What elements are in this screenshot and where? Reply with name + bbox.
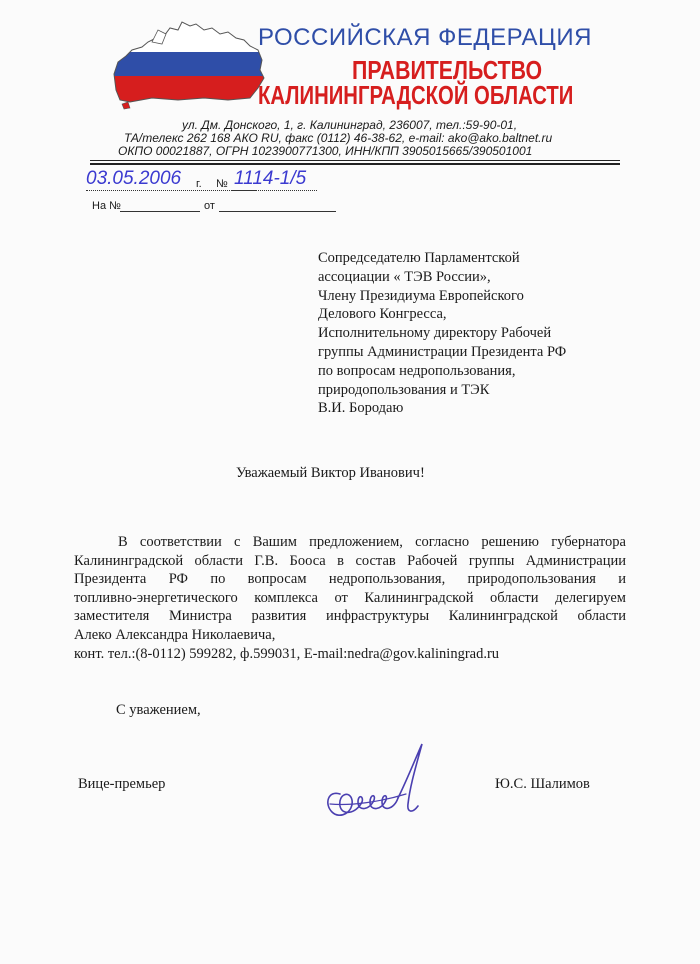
reply-to-date-label: от xyxy=(204,200,215,212)
body-line: В соответствии с Вашим предложением, согласно решению губернатора xyxy=(118,534,626,550)
registration-number: 1114-1/5 xyxy=(234,168,307,189)
addressee-line: Делового Конгресса, xyxy=(318,306,447,323)
registration-date: 03.05.2006 xyxy=(86,168,182,189)
addressee-line: ассоциации « ТЭВ России», xyxy=(318,268,491,285)
addressee-line: природопользования и ТЭК xyxy=(318,381,490,398)
reply-to-number-blank xyxy=(120,211,200,212)
addressee-line: В.И. Бородаю xyxy=(318,400,404,417)
reply-to-number-label: На № xyxy=(92,200,121,212)
addressee-line: Сопредседателю Парламентской xyxy=(318,250,520,266)
closing: С уважением, xyxy=(116,702,201,718)
header-contacts: ТА/телекс 262 168 АКО RU, факс (0112) 46-38-62, e-mail: ako@ako.baltnet.ru xyxy=(124,131,553,145)
header-codes: ОКПО 00021887, ОГРН 1023900771300, ИНН/КПП 3905015665/390501001 xyxy=(118,144,533,158)
handwritten-signature xyxy=(310,732,440,832)
header-address: ул. Дм. Донского, 1, г. Калининград, 236007, тел.:59-90-01, xyxy=(182,118,518,132)
reply-to-date-blank xyxy=(219,211,336,212)
header-federation: РОССИЙСКАЯ ФЕДЕРАЦИЯ xyxy=(258,24,592,51)
header-government-line2: КАЛИНИНГРАДСКОЙ ОБЛАСТИ xyxy=(258,80,574,110)
letter-body xyxy=(74,533,626,663)
registration-date-underline xyxy=(86,190,256,191)
body-line: Алеко Александра Николаевича, xyxy=(74,626,276,643)
russia-map-flag-logo xyxy=(108,12,268,112)
addressee-block xyxy=(318,249,566,418)
registration-number-underline xyxy=(232,190,317,191)
addressee-line: по вопросам недропользования, xyxy=(318,362,516,379)
header-divider-thin xyxy=(90,160,620,161)
body-line-contacts: конт. тел.:(8-0112) 599282, ф.599031, E-mail:nedra@gov.kaliningrad.ru xyxy=(74,645,500,662)
header-government-line1: ПРАВИТЕЛЬСТВО xyxy=(352,55,543,85)
addressee-line: Исполнительному директору Рабочей xyxy=(318,325,552,342)
addressee-line: группы Администрации Президента РФ xyxy=(318,343,567,360)
registration-number-label: № xyxy=(216,178,228,190)
header-divider-thick xyxy=(90,163,620,165)
body-line: Калининградской области Г.В. Бооса в состав Рабочей группы Администрации xyxy=(74,552,626,569)
body-line: топливно-энергетического комплекса от Калининградской области делегируем xyxy=(74,589,626,606)
body-line: Президента РФ по вопросам недропользования, природопользования и xyxy=(74,571,626,588)
registration-year-suffix: г. xyxy=(196,178,202,190)
signatory-name: Ю.С. Шалимов xyxy=(495,776,590,792)
salutation: Уважаемый Виктор Иванович! xyxy=(236,465,425,481)
body-line: заместителя Министра развития инфраструктуры Калининградской области xyxy=(74,608,626,625)
addressee-line: Члену Президиума Европейского xyxy=(318,287,524,304)
signatory-position: Вице-премьер xyxy=(78,776,166,792)
